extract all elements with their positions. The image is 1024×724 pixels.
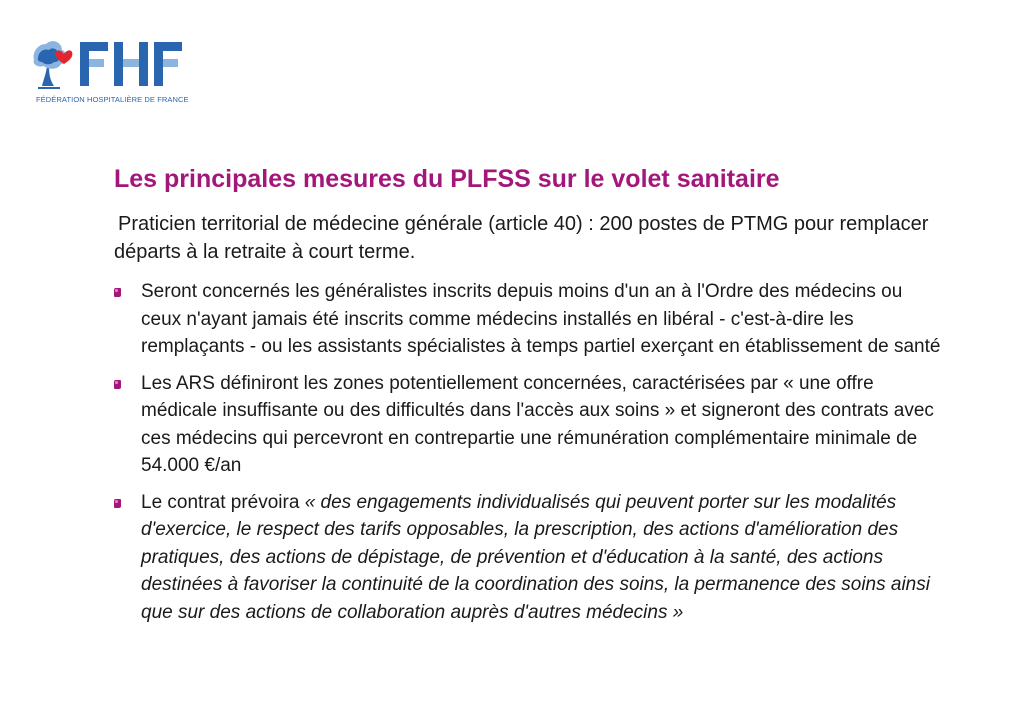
bullet-text: Seront concernés les généralistes inscrits depuis moins d'un an à l'Ordre des médecins ou ceux n'ayant jamais été inscrits comme médecins installés en libéral - c'est-à-dire les remplaçants - ou les assistants spécialistes à temps partiel exerçant en établissement de santé	[141, 281, 941, 357]
bullet-marker-icon	[114, 380, 121, 389]
fhf-logo-graphic	[30, 34, 190, 96]
bullet-marker-icon	[114, 499, 121, 508]
tree-icon	[34, 41, 67, 88]
bullet-item	[114, 278, 944, 361]
fhf-letters	[80, 42, 182, 86]
bullet-marker-icon	[114, 288, 121, 297]
intro-paragraph: Praticien territorial de médecine générale (article 40) : 200 postes de PTMG pour remplacer départs à la retraite à court terme.	[114, 213, 929, 263]
bullet-list	[114, 278, 944, 635]
bullet-text-quote: « des engagements individualisés qui peuvent porter sur les modalités d'exercice, le respect des tarifs opposables, la prescription, des actions d'amélioration des pratiques, des actions de dépistage, de prévention et d'éducation à la santé, des actions destinées à favoriser la continuité de la coordination des soins, la permanence des soins ainsi que sur des actions de collaboration auprès d'autres médecins »	[141, 491, 930, 623]
logo-caption: FÉDÉRATION HOSPITALIÈRE DE FRANCE	[36, 95, 189, 104]
bullet-text-plain: Le contrat prévoira	[141, 491, 305, 513]
slide-title: Les principales mesures du PLFSS sur le volet sanitaire	[114, 165, 780, 193]
bullet-item	[114, 370, 944, 480]
bullet-item	[114, 489, 944, 627]
bullet-text: Les ARS définiront les zones potentiellement concernées, caractérisées par « une offre médicale insuffisante ou des difficultés dans l'accès aux soins » et signeront des contrats avec ces médecins qui percevront en contrepartie une rémunération complémentaire minimale de 54.000 €/an	[141, 372, 934, 476]
